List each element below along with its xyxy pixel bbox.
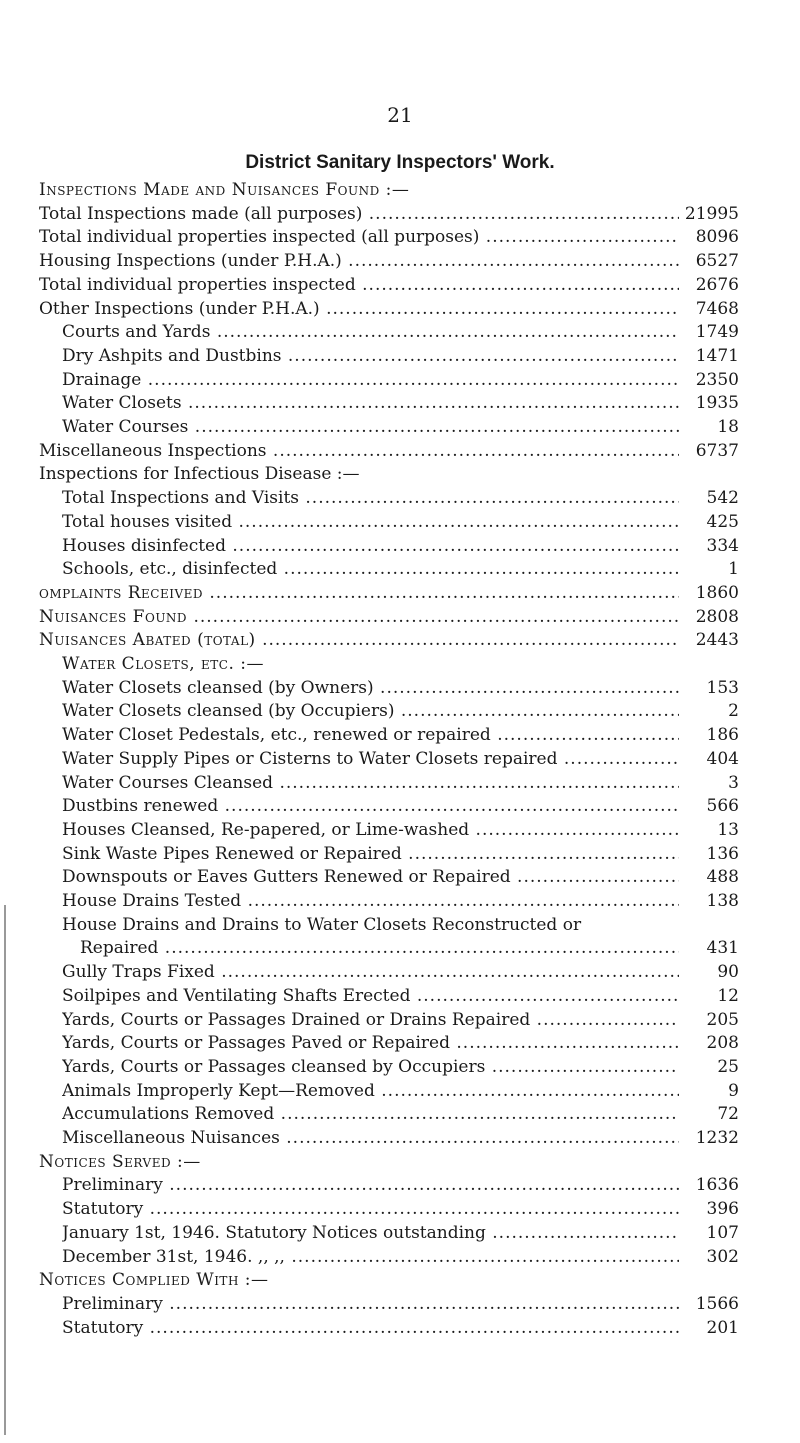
row-label: Notices Complied With :—	[39, 1270, 269, 1291]
table-row	[39, 605, 739, 629]
table-row	[62, 865, 739, 889]
table-row	[39, 249, 739, 273]
row-value: 9	[679, 1079, 739, 1103]
row-value: 7468	[679, 297, 739, 321]
table-row	[39, 225, 739, 249]
row-value: 153	[679, 676, 739, 700]
table-row	[62, 1221, 739, 1245]
row-label: Miscellaneous Nuisances .....	[62, 1126, 681, 1150]
row-label: Notices Served :—	[39, 1151, 201, 1172]
row-label: Total individual properties inspected (all purposes) .....	[39, 225, 681, 249]
row-value: 302	[679, 1245, 739, 1269]
table-row	[62, 1102, 739, 1126]
row-value: 1860	[679, 581, 739, 605]
row-label: Total Inspections made (all purposes) .....	[39, 202, 681, 226]
table-row	[39, 439, 739, 463]
table-row	[39, 273, 739, 297]
row-label: Total Inspections and Visits .....	[62, 486, 681, 510]
row-label: House Drains Tested .....	[62, 889, 681, 913]
row-value: 138	[679, 889, 739, 913]
table-row	[39, 178, 739, 202]
row-value: 6737	[679, 439, 739, 463]
row-label: Other Inspections (under P.H.A.) .....	[39, 297, 681, 321]
row-value: 2	[679, 699, 739, 723]
table-row	[80, 936, 739, 960]
table-row	[62, 984, 739, 1008]
table-row	[62, 368, 739, 392]
row-label: Statutory .....	[62, 1197, 681, 1221]
row-value: 488	[679, 865, 739, 889]
row-value: 431	[679, 936, 739, 960]
table-row	[62, 1173, 739, 1197]
table-row	[62, 1055, 739, 1079]
table-row	[39, 462, 739, 486]
row-value: 12	[679, 984, 739, 1008]
row-label: Dry Ashpits and Dustbins .....	[62, 344, 681, 368]
row-value: 18	[679, 415, 739, 439]
table-row	[39, 202, 739, 226]
table-row	[62, 1008, 739, 1032]
row-label: Downspouts or Eaves Gutters Renewed or Repaired .....	[62, 865, 681, 889]
row-label: Yards, Courts or Passages Drained or Drains Repaired .....	[62, 1008, 681, 1032]
table-row	[62, 320, 739, 344]
row-value: 3	[679, 771, 739, 795]
row-label: Dustbins renewed .....	[62, 794, 681, 818]
row-label: Statutory .....	[62, 1316, 681, 1340]
row-label: Yards, Courts or Passages Paved or Repaired .....	[62, 1031, 681, 1055]
row-label: Sink Waste Pipes Renewed or Repaired .....	[62, 842, 681, 866]
row-label: Preliminary .....	[62, 1173, 681, 1197]
row-label: Water Closets cleansed (by Occupiers) .....	[62, 699, 681, 723]
row-label: Accumulations Removed .....	[62, 1102, 681, 1126]
row-value: 6527	[679, 249, 739, 273]
table-row	[62, 723, 739, 747]
row-label: Water Closets .....	[62, 391, 681, 415]
row-label: omplaints Received .....	[39, 581, 681, 605]
row-label: Total individual properties inspected .....	[39, 273, 681, 297]
row-value: 107	[679, 1221, 739, 1245]
row-label: Inspections for Infectious Disease :—	[39, 464, 360, 485]
row-value: 2808	[679, 605, 739, 629]
table-row	[62, 889, 739, 913]
row-label: Water Courses Cleansed .....	[62, 771, 681, 795]
table-row	[62, 344, 739, 368]
row-value: 21995	[679, 202, 739, 226]
row-label: Water Supply Pipes or Cisterns to Water Closets repaired .....	[62, 747, 681, 771]
table-row	[62, 1316, 739, 1340]
row-value: 136	[679, 842, 739, 866]
row-value: 201	[679, 1316, 739, 1340]
table-row	[39, 628, 739, 652]
table-row	[62, 534, 739, 558]
row-label: Nuisances Found .....	[39, 605, 681, 629]
table-row	[62, 415, 739, 439]
row-label: Inspections Made and Nuisances Found :—	[39, 180, 410, 200]
table-row	[62, 1245, 739, 1269]
table-row	[62, 913, 739, 937]
row-label: Animals Improperly Kept—Removed .....	[62, 1079, 681, 1103]
table-row	[62, 960, 739, 984]
row-value: 25	[679, 1055, 739, 1079]
row-value: 72	[679, 1102, 739, 1126]
row-label: December 31st, 1946. ,, ,, .....	[62, 1245, 681, 1269]
row-value: 334	[679, 534, 739, 558]
row-label: Houses disinfected .....	[62, 534, 681, 558]
row-label: Drainage .....	[62, 368, 681, 392]
row-value: 1566	[679, 1292, 739, 1316]
row-value: 2443	[679, 628, 739, 652]
table-row	[62, 1031, 739, 1055]
row-label: Houses Cleansed, Re-papered, or Lime-washed .....	[62, 818, 681, 842]
table-row	[62, 794, 739, 818]
table-row	[62, 818, 739, 842]
table-row	[62, 771, 739, 795]
row-value: 2676	[679, 273, 739, 297]
table-row	[62, 842, 739, 866]
row-label: Gully Traps Fixed .....	[62, 960, 681, 984]
table-row	[62, 1079, 739, 1103]
table-row	[62, 699, 739, 723]
table-row	[39, 1150, 739, 1174]
row-label: Water Courses .....	[62, 415, 681, 439]
row-value: 1	[679, 557, 739, 581]
table-row	[62, 557, 739, 581]
row-label: Water Closets cleansed (by Owners) .....	[62, 676, 681, 700]
row-value: 208	[679, 1031, 739, 1055]
row-value: 566	[679, 794, 739, 818]
table-row	[62, 486, 739, 510]
row-value: 90	[679, 960, 739, 984]
row-label: Housing Inspections (under P.H.A.) .....	[39, 249, 681, 273]
row-label: House Drains and Drains to Water Closets Reconstructed or	[62, 914, 582, 935]
row-value: 404	[679, 747, 739, 771]
row-label: Preliminary .....	[62, 1292, 681, 1316]
row-value: 1935	[679, 391, 739, 415]
row-value: 542	[679, 486, 739, 510]
row-value: 1232	[679, 1126, 739, 1150]
table-row	[62, 391, 739, 415]
row-value: 186	[679, 723, 739, 747]
row-value: 13	[679, 818, 739, 842]
table-row	[39, 1268, 739, 1292]
table-row	[62, 1197, 739, 1221]
row-label: Total houses visited .....	[62, 510, 681, 534]
row-label: Schools, etc., disinfected .....	[62, 557, 681, 581]
margin-line	[4, 905, 6, 1435]
row-label: Yards, Courts or Passages cleansed by Occupiers .....	[62, 1055, 681, 1079]
row-value: 1749	[679, 320, 739, 344]
row-value: 2350	[679, 368, 739, 392]
page-number: 21	[387, 103, 413, 127]
table-row	[62, 676, 739, 700]
row-label: Water Closets, etc. :—	[62, 654, 264, 674]
row-label: Water Closet Pedestals, etc., renewed or repaired .....	[62, 723, 681, 747]
row-label: January 1st, 1946. Statutory Notices outstanding .....	[62, 1221, 681, 1245]
row-value: 8096	[679, 225, 739, 249]
row-value: 1636	[679, 1173, 739, 1197]
table-row	[62, 1292, 739, 1316]
row-value: 425	[679, 510, 739, 534]
row-label: Repaired .....	[80, 936, 681, 960]
row-value: 205	[679, 1008, 739, 1032]
table-row	[39, 297, 739, 321]
row-label: Nuisances Abated (total) .....	[39, 628, 681, 652]
row-value: 1471	[679, 344, 739, 368]
page-title: District Sanitary Inspectors' Work.	[245, 152, 555, 173]
row-label: Miscellaneous Inspections .....	[39, 439, 681, 463]
table-row	[39, 581, 739, 605]
table-row	[62, 510, 739, 534]
row-value: 396	[679, 1197, 739, 1221]
row-label: Courts and Yards .....	[62, 320, 681, 344]
table-row	[62, 1126, 739, 1150]
table-row	[62, 747, 739, 771]
table-row	[62, 652, 739, 676]
row-label: Soilpipes and Ventilating Shafts Erected .....	[62, 984, 681, 1008]
